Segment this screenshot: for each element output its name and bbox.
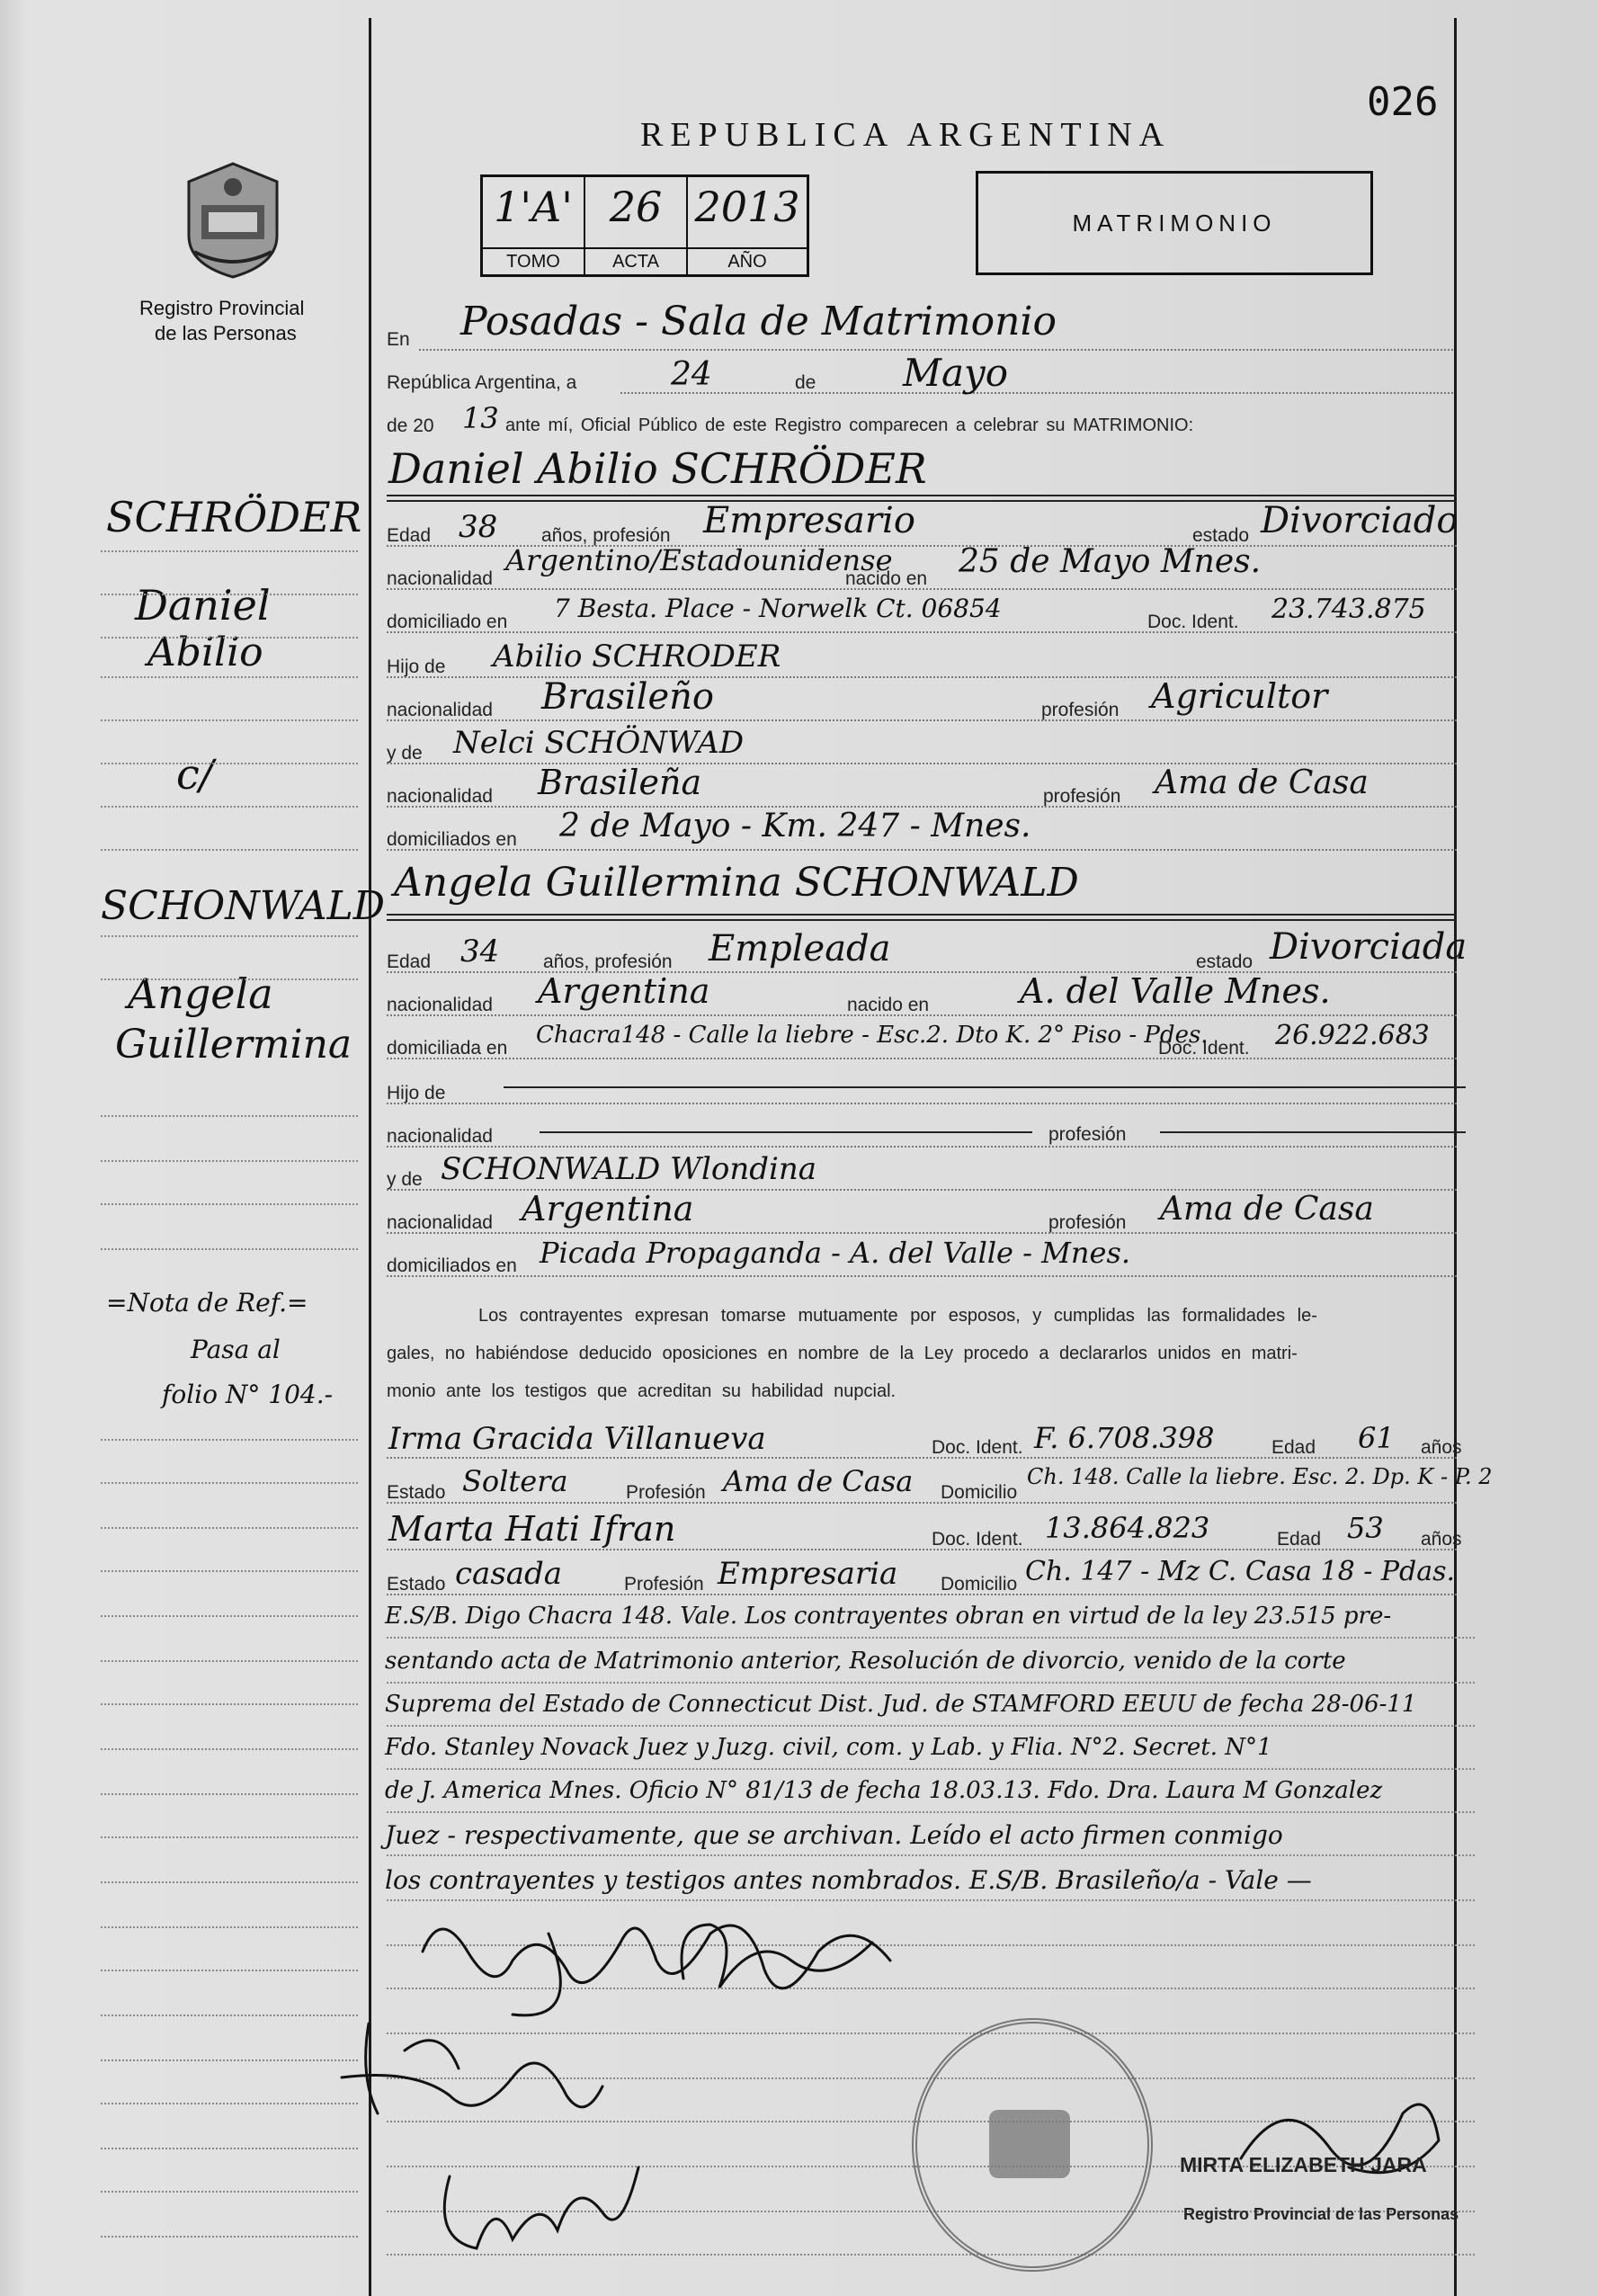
note-line-5: de J. America Mnes. Oficio N° 81/13 de fecha 18.03.13. Fdo. Dra. Laura M Gonzalez (385, 1777, 1383, 1804)
registry-name-line1: Registro Provincial (139, 297, 305, 319)
margin-name-2b: Guillermina (115, 1022, 352, 1068)
groom-mother: Nelci SCHÖNWAD (453, 725, 745, 761)
witness2-status: casada (455, 1556, 563, 1592)
groom-name: Daniel Abilio SCHRÖDER (388, 444, 927, 493)
bride-father-profession-label: profesión (1048, 1124, 1127, 1145)
groom-parents-address-label: domiciliados en (387, 829, 517, 850)
ceremony-month: Mayo (903, 351, 1009, 395)
margin-name-1b: Abilio (147, 630, 263, 675)
margin-connector: c/ (176, 750, 214, 799)
groom-parents-address: 2 de Mayo - Km. 247 - Mnes. (559, 808, 1031, 844)
witness2-doc: 13.864.823 (1045, 1511, 1210, 1545)
provincial-seal-icon (176, 160, 290, 281)
declaration-line-2: gales, no habiéndose deducido oposiciones en nombre de la Ley procedo a declararlos unidos en matri- (387, 1344, 1298, 1363)
bride-mother: SCHONWALD Wlondina (441, 1151, 817, 1187)
witness2-anos-label: años (1421, 1529, 1462, 1550)
groom-father-label: Hijo de (387, 657, 446, 677)
tomo-label: TOMO (483, 247, 584, 274)
republica-label: República Argentina, a (387, 372, 577, 393)
year-prefix: de 20 (387, 415, 434, 436)
groom-father: Abilio SCHRODER (493, 639, 781, 675)
groom-mother-profession: Ama de Casa (1155, 764, 1369, 801)
note-line-1: E.S/B. Digo Chacra 148. Vale. Los contrayentes obran en virtud de la ley 23.515 pre- (385, 1603, 1392, 1630)
witness1-anos-label: años (1421, 1437, 1462, 1458)
folio-number: 026 (1367, 79, 1439, 125)
witness1-doc: F. 6.708.398 (1034, 1421, 1215, 1455)
witness1-signature (333, 2015, 620, 2140)
witness2-age: 53 (1347, 1511, 1384, 1545)
margin-divider (369, 18, 371, 2296)
bride-nationality-label: nacionalidad (387, 995, 493, 1015)
groom-birthplace: 25 de Mayo Mnes. (959, 543, 1262, 580)
margin-note-2: Pasa al (191, 1335, 281, 1364)
bride-profession-label: años, profesión (543, 951, 673, 972)
witness1-age-label: Edad (1271, 1437, 1316, 1458)
de-label: de (795, 372, 816, 393)
witness1-address-label: Domicilio (941, 1482, 1018, 1503)
witness2-address: Ch. 147 - Mz C. Casa 18 - Pdas. (1025, 1556, 1456, 1587)
groom-father-profession: Agricultor (1151, 676, 1328, 716)
groom-doc-label: Doc. Ident. (1147, 612, 1239, 632)
note-line-4: Fdo. Stanley Novack Juez y Juzg. civil, com. y Lab. y Flia. N°2. Secret. N°1 (385, 1734, 1272, 1761)
tomo-value: 1'A' (494, 183, 573, 231)
ceremony-year: 13 (462, 401, 499, 435)
record-number-box (480, 174, 809, 277)
bride-mother-profession: Ama de Casa (1160, 1191, 1374, 1228)
officer-name: MIRTA ELIZABETH JARA (1180, 2153, 1427, 2176)
bride-age: 34 (460, 934, 500, 969)
country-header: REPUBLICA ARGENTINA (640, 116, 1172, 154)
groom-nationality: Argentino/Estadounidense (505, 543, 893, 577)
record-type: MATRIMONIO (1072, 210, 1277, 237)
declaration-line-3: monio ante los testigos que acreditan su habilidad nupcial. (387, 1381, 897, 1401)
witness2-address-label: Domicilio (941, 1574, 1018, 1595)
intro-sentence: ante mí, Oficial Público de este Registro comparecen a celebrar su MATRIMONIO: (505, 415, 1194, 435)
en-label: En (387, 329, 410, 350)
groom-father-profession-label: profesión (1041, 700, 1120, 720)
bride-doc: 26.922.683 (1275, 1020, 1430, 1051)
witness2-status-label: Estado (387, 1574, 446, 1595)
groom-profession-label: años, profesión (541, 525, 671, 546)
groom-address: 7 Besta. Place - Norwelk Ct. 06854 (554, 594, 1002, 623)
bride-mother-profession-label: profesión (1048, 1212, 1127, 1233)
groom-father-nationality: Brasileño (541, 676, 714, 718)
note-line-2: sentando acta de Matrimonio anterior, Resolución de divorcio, venido de la corte (385, 1648, 1346, 1675)
bride-father-nationality-label: nacionalidad (387, 1126, 493, 1147)
right-border (1454, 18, 1457, 2296)
margin-surname-2: SCHONWALD (101, 883, 386, 929)
groom-profession: Empresario (703, 500, 915, 541)
bride-doc-label: Doc. Ident. (1158, 1038, 1250, 1059)
bride-name: Angela Guillermina SCHONWALD (394, 860, 1079, 906)
witness1-doc-label: Doc. Ident. (932, 1437, 1023, 1458)
ceremony-place: Posadas - Sala de Matrimonio (460, 299, 1057, 344)
groom-mother-nationality: Brasileña (538, 763, 702, 802)
margin-note-1: =Nota de Ref.= (106, 1288, 308, 1318)
bride-parents-address-label: domiciliados en (387, 1255, 517, 1276)
groom-mother-profession-label: profesión (1043, 786, 1121, 807)
record-type-box (976, 171, 1373, 275)
ceremony-day: 24 (671, 356, 712, 393)
groom-age: 38 (459, 509, 498, 545)
witness1-profession-label: Profesión (626, 1482, 706, 1503)
groom-status-label: estado (1192, 525, 1250, 546)
bride-age-label: Edad (387, 951, 432, 972)
official-stamp (912, 2018, 1153, 2272)
witness2-name: Marta Hati Ifran (388, 1509, 676, 1549)
witness1-profession: Ama de Casa (723, 1464, 914, 1498)
note-line-7: los contrayentes y testigos antes nombrados. E.S/B. Brasileño/a - Vale — (385, 1865, 1312, 1895)
groom-doc: 23.743.875 (1271, 594, 1426, 625)
bride-nationality: Argentina (538, 971, 710, 1011)
groom-mother-nationality-label: nacionalidad (387, 786, 493, 807)
anio-label: AÑO (688, 247, 807, 274)
witness1-status: Soltera (462, 1464, 568, 1498)
groom-status: Divorciado (1261, 500, 1459, 541)
witness2-age-label: Edad (1277, 1529, 1322, 1550)
bride-parents-address: Picada Propaganda - A. del Valle - Mnes. (540, 1236, 1131, 1270)
witness2-signature (423, 2140, 656, 2266)
bride-signature (665, 1907, 899, 2006)
margin-name-1a: Daniel (135, 581, 271, 630)
bride-address: Chacra148 - Calle la liebre - Esc.2. Dto K. 2° Piso - Pdes. (536, 1022, 1209, 1049)
groom-mother-label: y de (387, 743, 423, 764)
witness1-address: Ch. 148. Calle la liebre. Esc. 2. Dp. K - P. 2 (1027, 1464, 1493, 1489)
officer-signature (1223, 2077, 1457, 2203)
bride-mother-nationality-label: nacionalidad (387, 1212, 493, 1233)
officer-title: Registro Provincial de las Personas (1183, 2205, 1459, 2223)
witness1-age: 61 (1358, 1421, 1395, 1455)
note-line-6: Juez - respectivamente, que se archivan. Leído el acto firmen conmigo (385, 1820, 1283, 1850)
groom-birthplace-label: nacido en (845, 568, 928, 589)
groom-age-label: Edad (387, 525, 432, 546)
witness1-status-label: Estado (387, 1482, 446, 1503)
anio-value: 2013 (694, 183, 800, 231)
witness1-name: Irma Gracida Villanueva (388, 1421, 766, 1457)
margin-note-3: folio N° 104.- (162, 1380, 334, 1409)
bride-birthplace-label: nacido en (847, 995, 930, 1015)
acta-value: 26 (609, 183, 663, 231)
bride-mother-label: y de (387, 1169, 423, 1190)
margin-surname-1: SCHRÖDER (106, 493, 362, 541)
acta-label: ACTA (585, 247, 686, 274)
witness2-profession-label: Profesión (624, 1574, 704, 1595)
bride-status: Divorciada (1270, 926, 1468, 968)
bride-address-label: domiciliada en (387, 1038, 508, 1059)
bride-profession: Empleada (709, 928, 891, 969)
groom-address-label: domiciliado en (387, 612, 508, 632)
note-line-3: Suprema del Estado de Connecticut Dist. Jud. de STAMFORD EEUU de fecha 28-06-11 (385, 1691, 1417, 1718)
witness2-doc-label: Doc. Ident. (932, 1529, 1023, 1550)
bride-father-label: Hijo de (387, 1083, 446, 1103)
witness2-profession: Empresaria (718, 1556, 898, 1592)
groom-father-nationality-label: nacionalidad (387, 700, 493, 720)
margin-name-2a: Angela (128, 969, 273, 1018)
bride-birthplace: A. del Valle Mnes. (1020, 971, 1331, 1011)
bride-status-label: estado (1196, 951, 1254, 972)
bride-mother-nationality: Argentina (522, 1189, 694, 1228)
registry-name-line2: de las Personas (155, 322, 297, 344)
declaration-line-1: Los contrayentes expresan tomarse mutuamente por esposos, y cumplidas las formalidades le- (478, 1306, 1317, 1326)
groom-nationality-label: nacionalidad (387, 568, 493, 589)
